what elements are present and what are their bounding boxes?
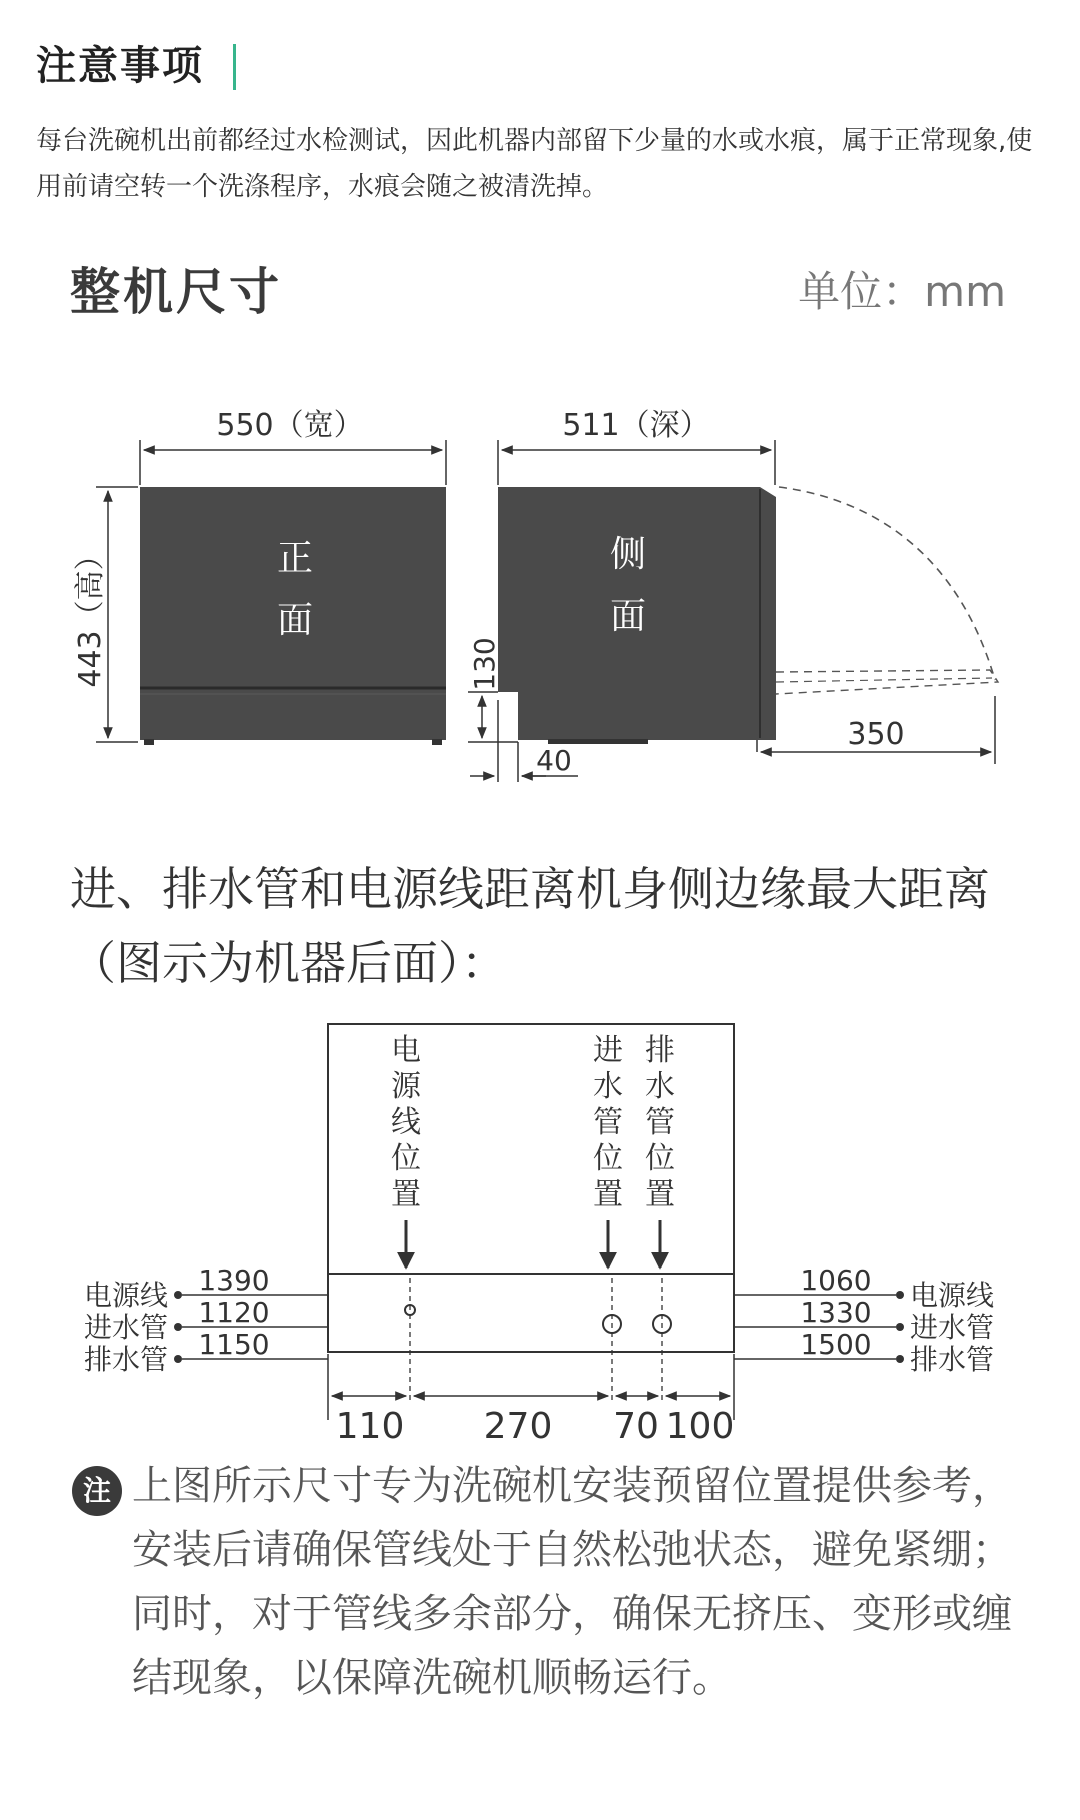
left-row-3-name: 排水管 [83, 1343, 168, 1376]
bottom-270-label: 270 [483, 1406, 553, 1447]
right-row-2-value: 1330 [800, 1296, 872, 1329]
bottom-dimension-chain [328, 1354, 734, 1447]
door-arc [779, 487, 995, 680]
svg-text:线: 线 [391, 1105, 421, 1140]
right-row-2-name: 进水管 [910, 1311, 995, 1344]
clearance-40-label: 40 [536, 744, 572, 777]
svg-text:电: 电 [391, 1033, 421, 1068]
left-row-2-value: 1120 [198, 1296, 270, 1329]
left-row-1-value: 1390 [198, 1264, 270, 1297]
left-row-2-name: 进水管 [83, 1311, 168, 1344]
side-view [468, 408, 998, 782]
open-door-outline [776, 670, 998, 694]
note-body: 上图所示尺寸专为洗碗机安装预留位置提供参考，安装后请确保管线处于自然松弛状态，避免紧绷；同时，对于管线多余部分，确保无挤压、变形或缠结现象，以保障洗碗机顺畅运行。 [132, 1463, 1012, 1701]
svg-text:源: 源 [391, 1069, 421, 1104]
clearance-130-label: 130 [468, 637, 501, 691]
bottom-70-label: 70 [613, 1406, 659, 1447]
svg-text:水: 水 [593, 1069, 623, 1104]
svg-text:位: 位 [593, 1141, 623, 1176]
svg-text:管: 管 [593, 1105, 623, 1140]
side-label-2: 面 [609, 596, 647, 637]
right-distance-table [734, 1264, 994, 1376]
left-distance-table [84, 1264, 328, 1376]
notice-title: 注意事项 [36, 43, 204, 89]
front-label-2: 面 [276, 600, 314, 641]
depth-label: 511（深） [562, 408, 710, 443]
svg-text:置: 置 [391, 1177, 421, 1212]
left-row-3-value: 1150 [198, 1328, 270, 1361]
note-icon: 注 [72, 1466, 122, 1516]
door-350-label: 350 [847, 717, 905, 752]
right-row-1-value: 1060 [800, 1264, 872, 1297]
front-label-1: 正 [276, 538, 314, 579]
bottom-100-label: 100 [665, 1406, 735, 1447]
notice-body: 每台洗碗机出前都经过水检测试，因此机器内部留下少量的水或水痕，属于正常现象,使用前请空转一个洗涤程序，水痕会随之被清洗掉。 [36, 126, 1033, 202]
svg-text:水: 水 [645, 1069, 675, 1104]
right-row-3-name: 排水管 [910, 1343, 995, 1376]
side-label-1: 侧 [609, 534, 647, 575]
left-row-1-name: 电源线 [83, 1279, 168, 1312]
svg-text:置: 置 [593, 1177, 623, 1212]
svg-text:位: 位 [645, 1141, 675, 1176]
bottom-110-label: 110 [335, 1406, 405, 1447]
width-label: 550（宽） [216, 408, 364, 443]
dimensions-title: 整机尺寸 [70, 263, 282, 321]
unit-label: 单位：mm [798, 267, 1006, 316]
height-label: 443（高） [73, 540, 108, 688]
svg-text:排: 排 [645, 1033, 675, 1068]
svg-text:管: 管 [645, 1105, 675, 1140]
svg-text:置: 置 [645, 1177, 675, 1212]
svg-text:位: 位 [391, 1141, 421, 1176]
right-row-3-value: 1500 [800, 1328, 872, 1361]
front-view [73, 408, 446, 745]
svg-text:进: 进 [593, 1033, 623, 1068]
pipe-distance-heading: 进、排水管和电源线距离机身侧边缘最大距离（图示为机器后面）： [70, 862, 990, 990]
rear-view [84, 1024, 994, 1447]
right-row-1-name: 电源线 [910, 1279, 995, 1312]
